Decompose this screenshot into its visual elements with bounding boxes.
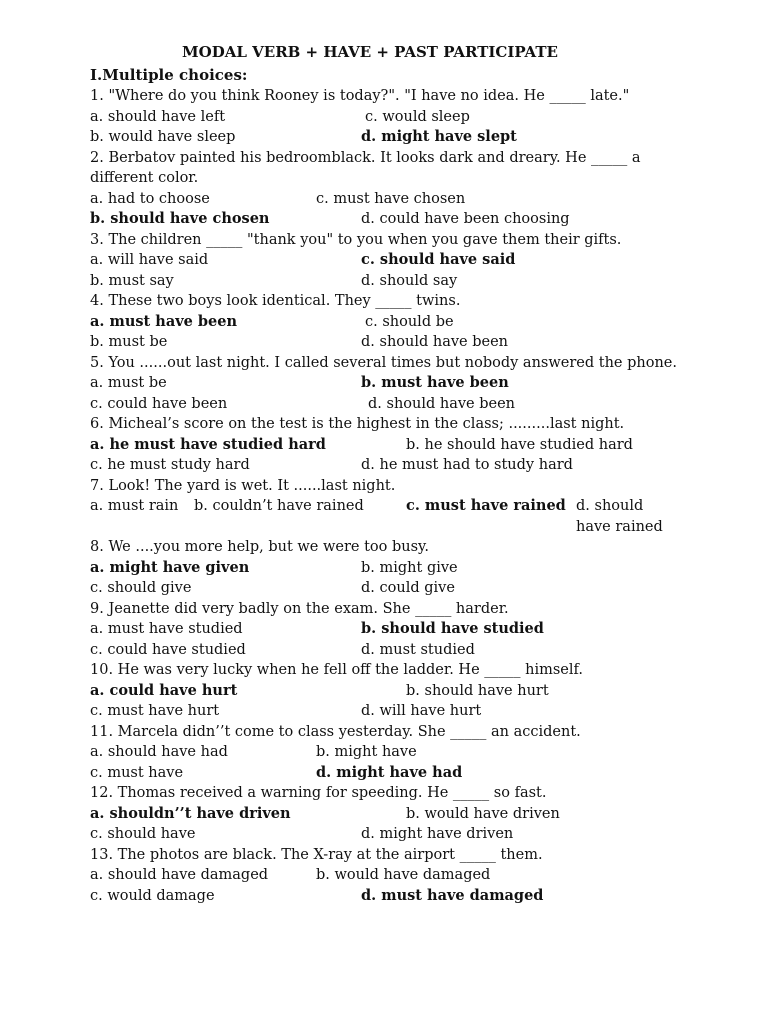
question-stem: 11. Marcela didn’’t come to class yesterday. She _____ an accident. [90, 723, 581, 740]
options-row [90, 332, 730, 353]
options-row [90, 209, 730, 230]
question-stem: 4. These two boys look identical. They _____ twins. [90, 293, 461, 309]
option[interactable]: c. should give [90, 580, 192, 596]
option[interactable]: d. could have been choosing [361, 211, 570, 227]
option[interactable]: b. must say [90, 272, 174, 289]
option[interactable]: a. should have had [90, 744, 228, 760]
question-stem: 10. He was very lucky when he fell off the ladder. He _____ himself. [90, 662, 583, 678]
option[interactable]: b. couldn’t have rained [194, 498, 364, 514]
options-row [90, 742, 730, 763]
options-row [90, 701, 730, 722]
option[interactable]: d. might have driven [361, 826, 514, 842]
option-answer[interactable]: a. must have been [90, 312, 238, 330]
option-answer[interactable]: b. should have studied [361, 620, 544, 637]
option[interactable]: b. must be [90, 334, 168, 350]
option[interactable]: c. must have [90, 764, 184, 781]
option[interactable]: a. had to choose [90, 190, 210, 207]
option-answer[interactable]: c. should have said [361, 251, 516, 268]
option[interactable]: c. would sleep [365, 108, 470, 125]
option[interactable]: b. he should have studied hard [406, 436, 633, 453]
options-row [90, 250, 730, 271]
option-answer[interactable]: d. must have damaged [361, 886, 544, 904]
option[interactable]: b. would have damaged [316, 867, 491, 883]
option[interactable]: b. might have [316, 744, 417, 760]
option[interactable]: a. must be [90, 375, 167, 391]
option[interactable]: c. could have been [90, 395, 228, 412]
question-stem: 2. Berbatov painted his bedroomblack. It looks dark and dreary. He _____ a different color. [90, 149, 641, 186]
options-row [90, 107, 730, 128]
option[interactable]: d. must studied [361, 641, 475, 658]
option[interactable]: c. should have [90, 826, 196, 842]
option[interactable]: d. could give [361, 580, 455, 596]
option[interactable]: a. should have damaged [90, 867, 269, 883]
options-row [90, 886, 730, 907]
option-answer[interactable]: d. might have slept [361, 128, 517, 145]
option-answer[interactable]: a. shouldn’’t have driven [90, 804, 291, 822]
worksheet [90, 42, 730, 906]
option[interactable]: b. should have hurt [406, 682, 549, 699]
option[interactable]: c. must have hurt [90, 703, 220, 719]
option[interactable]: b. might give [361, 559, 458, 576]
options-row [90, 127, 730, 148]
options-row [90, 578, 730, 599]
option[interactable]: d. should have rained [576, 498, 663, 535]
option-answer[interactable]: c. must have rained [406, 497, 566, 514]
option[interactable]: c. he must study hard [90, 457, 250, 473]
option-answer[interactable]: a. might have given [90, 558, 250, 576]
option-answer[interactable]: b. must have been [361, 374, 509, 391]
question-stem: 5. You ......out last night. I called several times but nobody answered the phone. [90, 354, 677, 371]
option[interactable]: d. will have hurt [361, 703, 482, 719]
option[interactable]: d. should say [361, 272, 458, 289]
options-row [90, 189, 730, 210]
option[interactable]: d. he must had to study hard [361, 457, 573, 473]
question-stem: 6. Micheal’s score on the test is the highest in the class; .........last night. [90, 416, 625, 432]
page-title: MODAL VERB + HAVE + PAST PARTICIPATE [182, 43, 558, 61]
options-row [90, 865, 730, 886]
options-row [90, 681, 730, 702]
option[interactable]: a. must have studied [90, 621, 243, 637]
section-heading: I.Multiple choices: [90, 66, 248, 84]
options-row [90, 455, 730, 476]
options-row [90, 804, 730, 825]
options-row [90, 640, 730, 661]
question-stem: 8. We ....you more help, but we were too busy. [90, 539, 429, 555]
options-row [90, 496, 730, 537]
option[interactable]: b. would have driven [406, 805, 560, 822]
options-row [90, 619, 730, 640]
option[interactable]: d. should have been [361, 334, 509, 350]
option[interactable]: c. should be [365, 313, 454, 330]
options-row [90, 435, 730, 456]
option[interactable]: d. should have been [368, 395, 516, 412]
question-stem: 3. The children _____ "thank you" to you when you gave them their gifts. [90, 231, 622, 248]
option-answer[interactable]: d. might have had [316, 763, 463, 781]
options-row [90, 763, 730, 784]
options-row [90, 558, 730, 579]
options-row [90, 824, 730, 845]
question-stem: 12. Thomas received a warning for speeding. He _____ so fast. [90, 785, 547, 801]
options-row [90, 271, 730, 292]
option[interactable]: c. could have studied [90, 641, 246, 658]
option[interactable]: a. should have left [90, 108, 226, 125]
option-answer[interactable]: a. he must have studied hard [90, 435, 326, 453]
options-row [90, 373, 730, 394]
question-stem: 13. The photos are black. The X-ray at the airport _____ them. [90, 846, 543, 863]
option[interactable]: b. would have sleep [90, 129, 236, 145]
option-answer[interactable]: a. could have hurt [90, 681, 238, 699]
question-stem: 9. Jeanette did very badly on the exam. She _____ harder. [90, 600, 509, 617]
option[interactable]: a. must rain [90, 498, 179, 514]
option-answer[interactable]: b. should have chosen [90, 210, 270, 227]
option[interactable]: c. would damage [90, 887, 215, 904]
option[interactable]: a. will have said [90, 252, 209, 268]
question-stem: 7. Look! The yard is wet. It ......last night. [90, 477, 396, 494]
question-stem: 1. "Where do you think Rooney is today?". "I have no idea. He _____ late." [90, 88, 630, 104]
option[interactable]: c. must have chosen [316, 190, 466, 207]
options-row [90, 312, 730, 333]
options-row [90, 394, 730, 415]
